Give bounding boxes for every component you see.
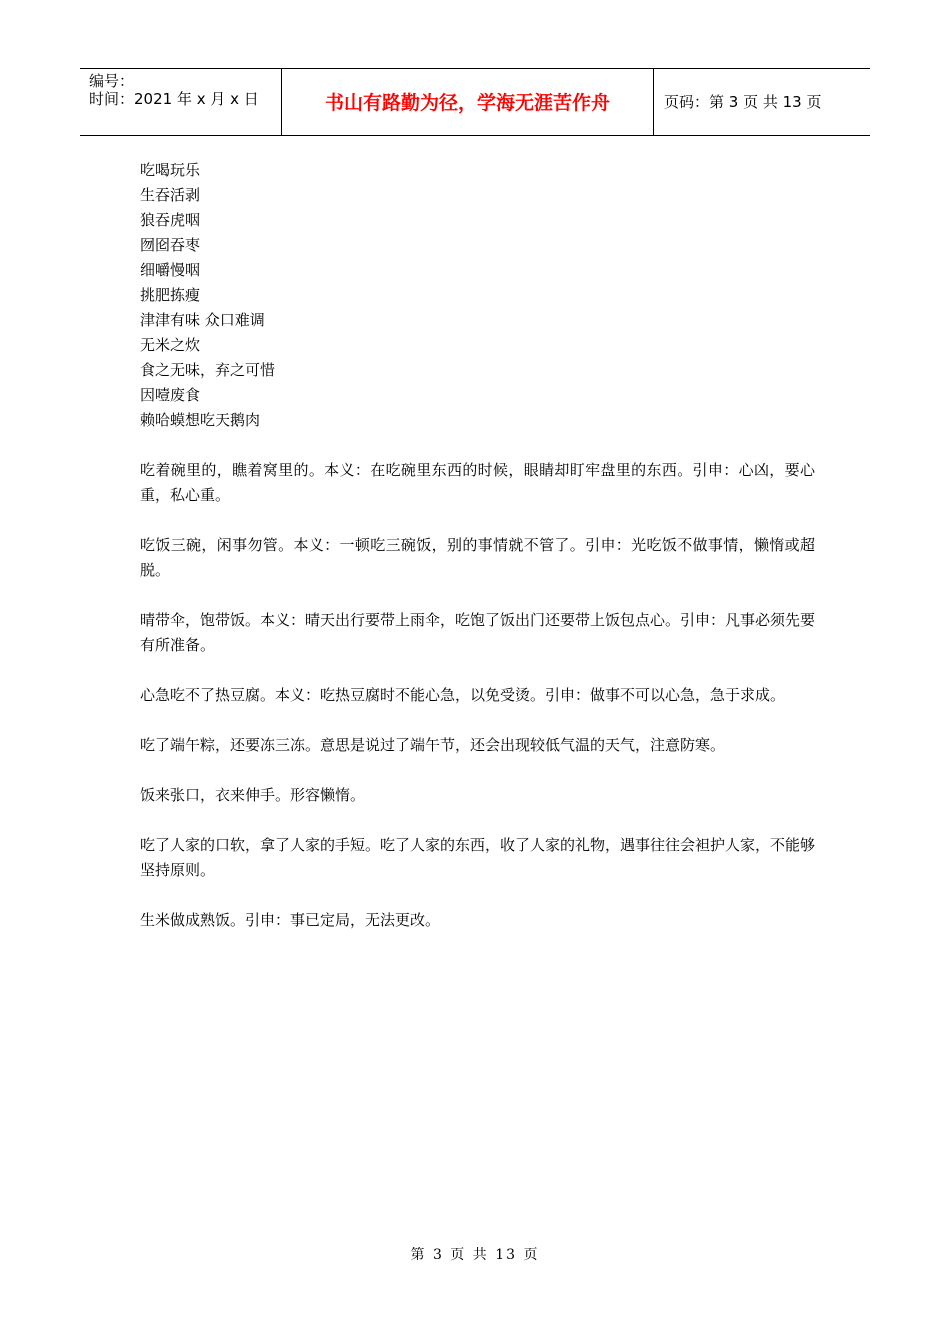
proverb-paragraph: 吃着碗里的，瞧着窝里的。本义：在吃碗里东西的时候，眼睛却盯牢盘里的东西。引申：心凶，要心重，私心重。 xyxy=(140,461,815,504)
proverb-paragraph: 晴带伞，饱带饭。本义：晴天出行要带上雨伞，吃饱了饭出门还要带上饭包点心。引申：凡事必须先要有所准备。 xyxy=(140,611,816,654)
proverb-paragraph: 吃饭三碗，闲事勿管。本义：一顿吃三碗饭，别的事情就不管了。引申：光吃饭不做事情，懒惰或超脱。 xyxy=(140,536,815,579)
idiom-item: 挑肥拣瘦 xyxy=(140,286,201,304)
proverb-paragraph: 心急吃不了热豆腐。本义：吃热豆腐时不能心急，以免受烫。引申：做事不可以心急，急于求成。 xyxy=(140,686,786,704)
document-number-label: 编号： xyxy=(89,72,135,90)
proverb-paragraph: 生米做成熟饭。引申：事已定局，无法更改。 xyxy=(140,911,441,929)
document-date: 时间：2021 年 x 月 x 日 xyxy=(89,90,259,108)
header-meta-cell xyxy=(80,69,282,135)
page-footer: 第 3 页 共 13 页 xyxy=(410,1247,540,1263)
document-header xyxy=(80,68,870,136)
idiom-item: 狼吞虎咽 xyxy=(140,211,201,229)
idiom-item: 细嚼慢咽 xyxy=(140,261,201,279)
idiom-item: 因噎废食 xyxy=(140,386,201,404)
idiom-item: 食之无味，弃之可惜 xyxy=(140,361,276,379)
idiom-item: 赖哈蟆想吃天鹅肉 xyxy=(140,411,261,429)
header-page-cell xyxy=(654,69,870,135)
idiom-item: 津津有味 众口难调 xyxy=(140,311,265,329)
header-motto-cell xyxy=(282,69,654,135)
header-page-code: 页码：第 3 页 共 13 页 xyxy=(664,93,822,111)
idiom-list xyxy=(140,158,815,433)
proverb-paragraph: 吃了人家的口软，拿了人家的手短。吃了人家的东西，收了人家的礼物，遇事往往会袒护人家，不能够坚持原则。 xyxy=(140,836,816,879)
idiom-item: 生吞活剥 xyxy=(140,186,201,204)
idiom-item: 无米之炊 xyxy=(140,336,201,354)
proverb-paragraph: 饭来张口，衣来伸手。形容懒惰。 xyxy=(140,786,366,804)
document-body xyxy=(140,158,815,933)
idiom-item: 囫囵吞枣 xyxy=(140,236,201,254)
header-motto: 书山有路勤为径，学海无涯苦作舟 xyxy=(324,92,610,114)
proverb-paragraph: 吃了端午粽，还要冻三冻。意思是说过了端午节，还会出现较低气温的天气，注意防寒。 xyxy=(140,736,726,754)
idiom-item: 吃喝玩乐 xyxy=(140,161,201,179)
